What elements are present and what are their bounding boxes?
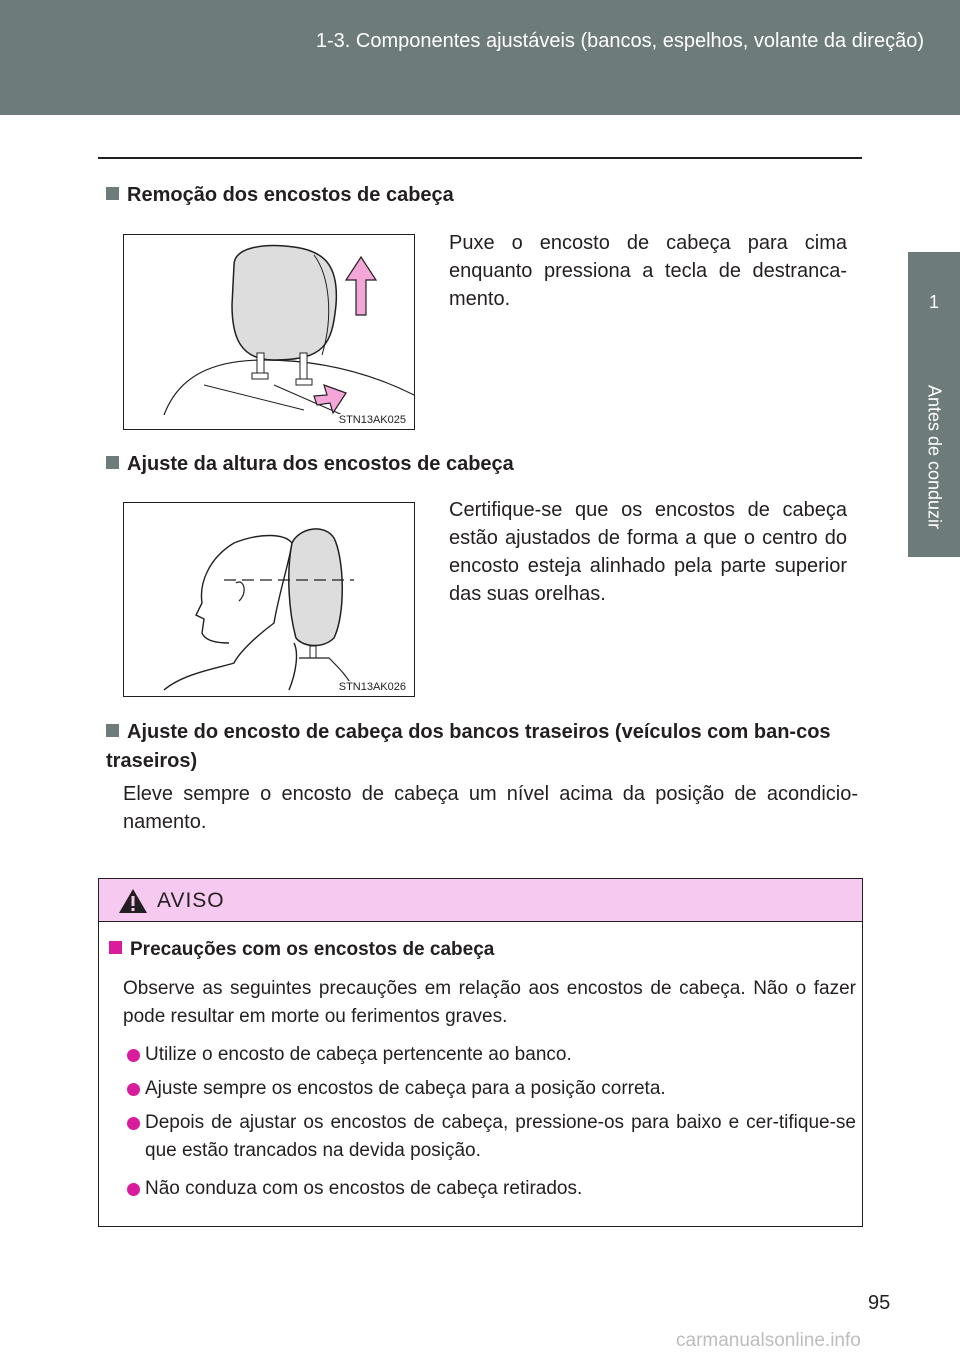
section-heading: Ajuste da altura dos encostos de cabeça	[106, 453, 514, 476]
square-bullet-icon	[106, 724, 119, 737]
warning-intro: Observe as seguintes precauções em relação aos encostos de cabeça. Não o fazer pode resultar em morte ou ferimentos graves.	[123, 978, 856, 1027]
figure-code: STN13AK026	[338, 681, 406, 693]
top-divider	[98, 157, 862, 159]
chapter-title: 1-3. Componentes ajustáveis (bancos, espelhos, volante da direção)	[315, 30, 924, 52]
watermark: carmanualsonline.info	[676, 1330, 861, 1351]
headrest-removal-illustration	[123, 234, 415, 430]
section-heading: Ajuste do encosto de cabeça dos bancos traseiros (veículos com ban-cos traseiros)	[106, 721, 831, 772]
square-bullet-icon	[109, 941, 122, 954]
warning-title: AVISO	[157, 889, 225, 912]
side-tab-label: Antes de conduzir	[924, 384, 945, 530]
warning-bullet: Depois de ajustar os encostos de cabeça, pressione-os para baixo e cer-tifique-se que estão trancados na devida posição.	[145, 1109, 856, 1165]
square-bullet-icon	[106, 456, 119, 469]
section-text: Eleve sempre o encosto de cabeça um nível acima da posição de acondicio-namento.	[123, 783, 858, 833]
bullet-dot-icon	[127, 1183, 140, 1196]
bullet-dot-icon	[127, 1083, 140, 1096]
warning-box	[98, 878, 863, 1227]
bullet-dot-icon	[127, 1117, 140, 1130]
warning-triangle-icon	[117, 887, 149, 915]
warning-subheading: Precauções com os encostos de cabeça	[109, 939, 494, 961]
section-heading: Remoção dos encostos de cabeça	[106, 184, 454, 207]
page-header	[0, 0, 960, 115]
section-text: Certifique-se que os encostos de cabeça estão ajustados de forma a que o centro do encosto esteja alinhado pela parte superior das suas orelhas.	[449, 499, 847, 605]
headrest-removal-drawing	[124, 235, 414, 429]
warning-bullet: Utilize o encosto de cabeça pertencente ao banco.	[145, 1041, 856, 1069]
bullet-dot-icon	[127, 1049, 140, 1062]
headrest-height-drawing	[124, 503, 414, 696]
warning-header	[99, 879, 862, 922]
section-text: Puxe o encosto de cabeça para cima enquanto pressiona a tecla de destranca-mento.	[449, 232, 847, 310]
warning-bullet: Ajuste sempre os encostos de cabeça para a posição correta.	[145, 1075, 856, 1103]
warning-bullet: Não conduza com os encostos de cabeça retirados.	[145, 1175, 856, 1203]
headrest-height-illustration	[123, 502, 415, 697]
figure-code: STN13AK025	[338, 414, 406, 426]
page-number: 95	[868, 1292, 891, 1314]
square-bullet-icon	[106, 187, 119, 200]
side-tab-number: 1	[928, 292, 939, 312]
